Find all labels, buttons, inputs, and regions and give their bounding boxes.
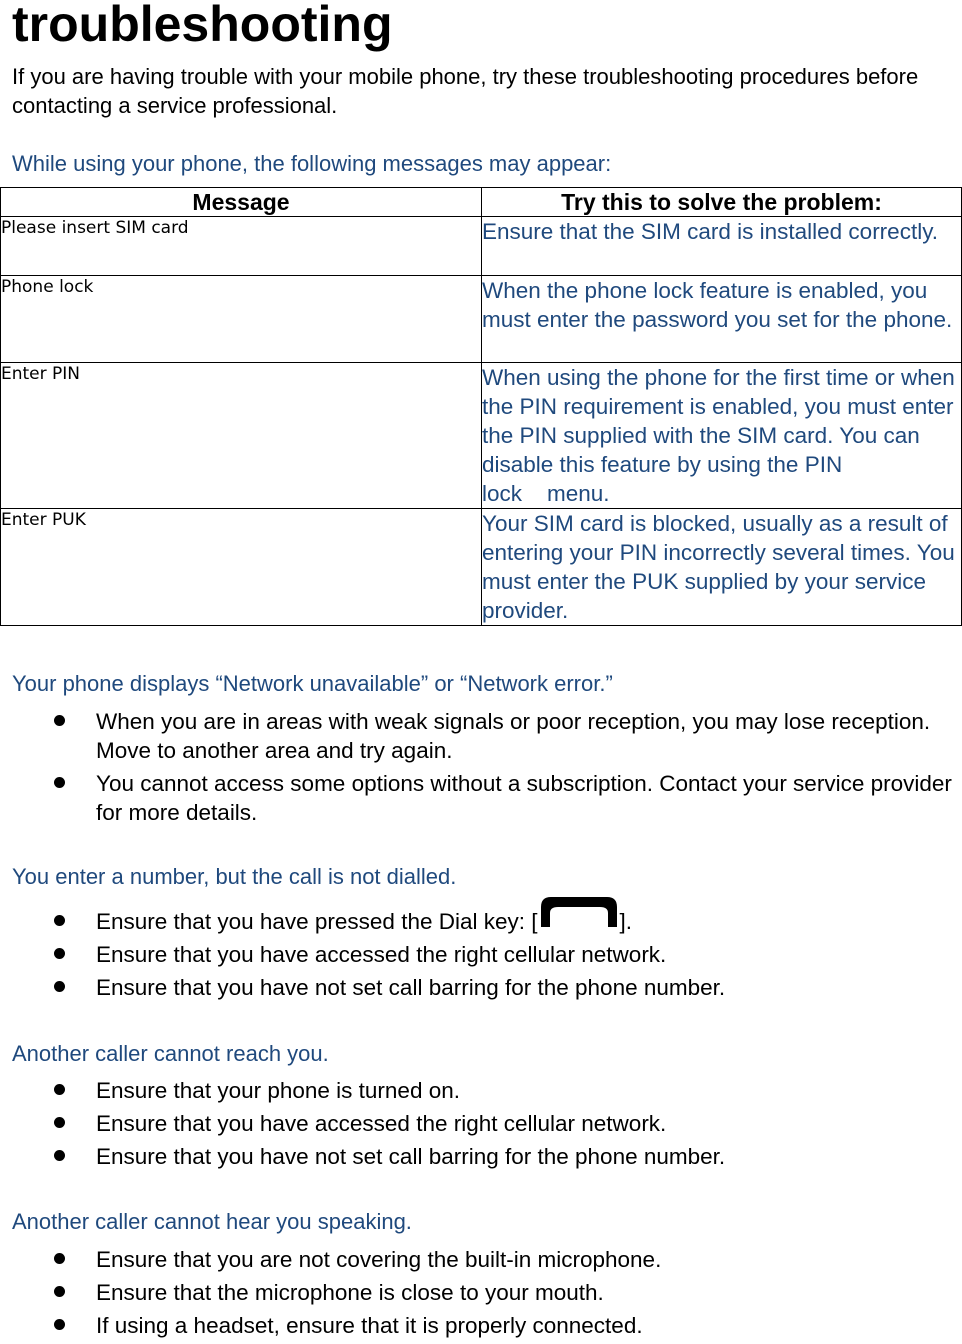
bullet-icon	[54, 1117, 65, 1128]
section-heading-cannot-reach: Another caller cannot reach you.	[12, 1041, 329, 1066]
bullet-icon	[54, 1084, 65, 1095]
bullet-icon	[54, 1150, 65, 1161]
dial-key-icon	[538, 907, 620, 935]
page-title: troubleshooting	[12, 0, 393, 52]
bullet-icon	[54, 915, 65, 926]
section-heading-call-not-dialled: You enter a number, but the call is not dialled.	[12, 864, 457, 889]
section-heading-network: Your phone displays “Network unavailable” or “Network error.”	[12, 671, 613, 696]
messages-table	[0, 187, 962, 626]
list-item: Ensure that the microphone is close to your mouth.	[0, 1278, 962, 1307]
bullet-icon	[54, 1286, 65, 1297]
table-row	[1, 509, 962, 626]
message-cell: Please insert SIM card	[1, 217, 482, 276]
list-item: You cannot access some options without a subscription. Contact your service provider for more details.	[0, 769, 962, 827]
list-item: When you are in areas with weak signals or poor reception, you may lose reception. Move to another area and try again.	[0, 707, 962, 765]
section-list-cannot-reach	[0, 1076, 962, 1175]
list-item: Ensure that you have accessed the right cellular network.	[0, 940, 962, 969]
section-list-call-not-dialled	[0, 907, 962, 1006]
bullet-icon	[54, 1319, 65, 1330]
bullet-icon	[54, 981, 65, 992]
list-item: Ensure that you have not set call barring for the phone number.	[0, 973, 962, 1002]
list-item: If using a headset, ensure that it is properly connected.	[0, 1311, 962, 1340]
bullet-icon	[54, 777, 65, 788]
intro-paragraph: If you are having trouble with your mobile phone, try these troubleshooting procedures before contacting a service professional.	[12, 64, 919, 118]
bullet-icon	[54, 715, 65, 726]
section-list-network	[0, 707, 962, 831]
list-item: Ensure that you have not set call barring for the phone number.	[0, 1142, 962, 1171]
table-row	[1, 217, 962, 276]
message-cell: Enter PIN	[1, 363, 482, 509]
section-list-cannot-hear	[0, 1245, 962, 1344]
message-cell: Enter PUK	[1, 509, 482, 626]
table-header-row	[1, 188, 962, 217]
list-item: Ensure that your phone is turned on.	[0, 1076, 962, 1105]
bullet-icon	[54, 1253, 65, 1264]
table-intro: While using your phone, the following messages may appear:	[12, 151, 612, 176]
list-item: Ensure that you have accessed the right cellular network.	[0, 1109, 962, 1138]
solution-cell: Your SIM card is blocked, usually as a result of entering your PIN incorrectly several times. You must enter the PUK supplied by your service provider.	[482, 509, 962, 626]
list-item: Ensure that you have pressed the Dial key: [ ].	[0, 907, 962, 936]
column-header-message: Message	[1, 188, 482, 217]
table-row	[1, 276, 962, 363]
solution-cell: When the phone lock feature is enabled, you must enter the password you set for the phone.	[482, 276, 962, 363]
message-cell: Phone lock	[1, 276, 482, 363]
solution-cell: Ensure that the SIM card is installed correctly.	[482, 217, 962, 276]
table-row	[1, 363, 962, 509]
bullet-icon	[54, 948, 65, 959]
section-heading-cannot-hear: Another caller cannot hear you speaking.	[12, 1209, 412, 1234]
list-item: Ensure that you are not covering the built-in microphone.	[0, 1245, 962, 1274]
solution-cell: When using the phone for the first time or when the PIN requirement is enabled, you must enter the PIN supplied with the SIM card. You can disable this feature by using the PIN lock menu.	[482, 363, 962, 509]
column-header-solution: Try this to solve the problem:	[482, 188, 962, 217]
